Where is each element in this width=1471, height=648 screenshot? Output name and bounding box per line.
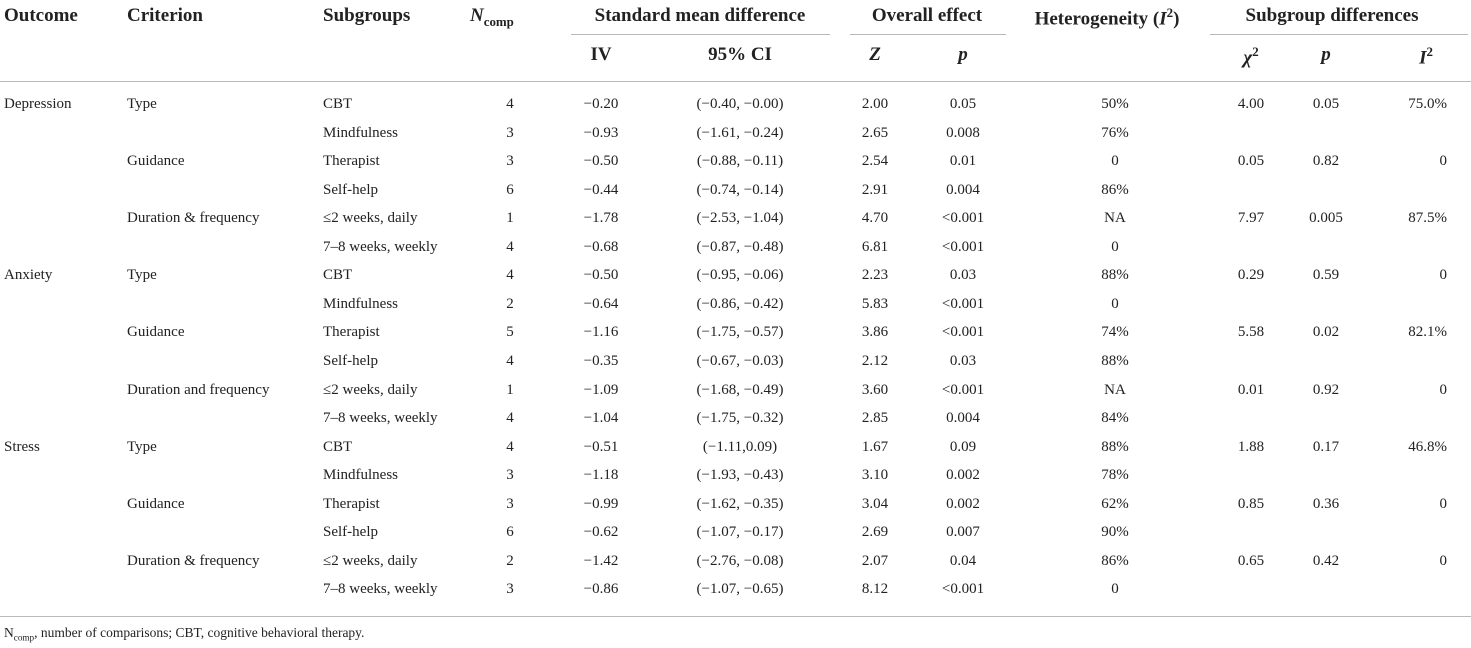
cell-p2: 0.17 (1312, 438, 1340, 455)
cell-subgroup: 7–8 weeks, weekly (323, 238, 438, 255)
cell-ci: (−1.75, −0.57) (696, 324, 784, 341)
cell-ci: (−1.93, −0.43) (696, 467, 784, 484)
cell-z: 8.12 (861, 581, 889, 598)
cell-i2: 0 (1439, 495, 1447, 512)
cell-p: <0.001 (941, 581, 985, 598)
cell-n: 6 (506, 524, 514, 541)
cell-subgroup: Therapist (323, 495, 380, 512)
cell-chi: 5.58 (1237, 324, 1265, 341)
cell-z: 2.12 (861, 352, 889, 369)
cell-ci: (−0.87, −0.48) (696, 238, 784, 255)
cell-z: 2.07 (861, 552, 889, 569)
subheader-i2: $I^2$ (1419, 44, 1433, 69)
cell-ci: (−0.67, −0.03) (696, 352, 784, 369)
cell-criterion: Duration and frequency (127, 381, 270, 398)
cell-p2: 0.05 (1312, 96, 1340, 112)
cell-n: 5 (506, 324, 514, 341)
cell-iv: −0.62 (583, 524, 619, 541)
cell-subgroup: Therapist (323, 324, 380, 341)
cell-criterion: Type (127, 438, 157, 455)
cell-n: 2 (506, 295, 514, 312)
cell-criterion: Guidance (127, 324, 185, 341)
cell-p2: 0.92 (1312, 381, 1340, 398)
cell-subgroup: Self-help (323, 524, 378, 541)
cell-het: 88% (1101, 267, 1129, 284)
cell-iv: −0.51 (583, 438, 619, 455)
cell-het: 0 (1111, 153, 1119, 170)
cell-p: 0.04 (949, 552, 977, 569)
cell-p: <0.001 (941, 295, 985, 312)
cell-n: 4 (506, 410, 514, 427)
cell-n: 3 (506, 467, 514, 484)
cell-iv: −1.04 (583, 410, 619, 427)
cell-het: 50% (1101, 96, 1129, 112)
cell-criterion: Type (127, 267, 157, 284)
cell-p: 0.03 (949, 352, 977, 369)
cell-p: 0.008 (946, 124, 980, 141)
cell-subgroup: 7–8 weeks, weekly (323, 581, 438, 598)
cell-ci: (−1.07, −0.65) (696, 581, 784, 598)
cell-iv: −0.93 (583, 124, 619, 141)
header-ncomp: $N_{comp}$ (470, 5, 514, 29)
cell-z: 2.91 (861, 181, 889, 198)
cell-iv: −1.09 (583, 381, 619, 398)
table-bottom-rule (0, 616, 1471, 617)
cell-z: 3.86 (861, 324, 889, 341)
cell-ci: (−1.07, −0.17) (696, 524, 784, 541)
cell-het: 90% (1101, 524, 1129, 541)
cell-chi: 0.29 (1237, 267, 1265, 284)
header-criterion: Criterion (127, 5, 203, 26)
cell-p: 0.004 (946, 181, 980, 198)
cell-outcome: Stress (4, 438, 40, 455)
cell-het: 86% (1101, 181, 1129, 198)
cell-subgroup: Mindfulness (323, 295, 398, 312)
cell-criterion: Guidance (127, 495, 185, 512)
cell-subgroup: CBT (323, 267, 353, 284)
cell-ci: (−2.53, −1.04) (696, 210, 784, 227)
cell-het: 0 (1111, 581, 1119, 598)
cell-z: 4.70 (861, 210, 889, 227)
cell-subgroup: Mindfulness (323, 124, 398, 141)
cell-het: 86% (1101, 552, 1129, 569)
cell-n: 1 (506, 381, 514, 398)
cell-i2: 82.1% (1408, 324, 1447, 341)
cell-subgroup: CBT (323, 438, 353, 455)
cell-iv: −0.99 (583, 495, 619, 512)
cell-p: <0.001 (941, 381, 985, 398)
cell-p: 0.05 (949, 96, 977, 112)
cell-z: 2.65 (861, 124, 889, 141)
cell-iv: −0.44 (583, 181, 619, 198)
cell-n: 4 (506, 238, 514, 255)
cell-chi: 0.85 (1237, 495, 1265, 512)
cell-het: 76% (1101, 124, 1129, 141)
subheader-ci: 95% CI (708, 44, 772, 65)
cell-z: 2.69 (861, 524, 889, 541)
cell-chi: 1.88 (1237, 438, 1265, 455)
cell-z: 2.23 (861, 267, 889, 284)
cell-het: 62% (1101, 495, 1129, 512)
cell-subgroup: Mindfulness (323, 467, 398, 484)
cell-iv: −0.35 (583, 352, 619, 369)
cell-i2: 0 (1439, 153, 1447, 170)
cell-n: 4 (506, 352, 514, 369)
cell-n: 2 (506, 552, 514, 569)
footnote: $N_{comp}$, number of comparisons; CBT, cognitive behavioral therapy. (4, 625, 365, 643)
cell-ci: (−1.75, −0.32) (696, 410, 784, 427)
cell-het: 78% (1101, 467, 1129, 484)
header-outcome: Outcome (4, 5, 78, 26)
cell-i2: 0 (1439, 381, 1447, 398)
cell-het: 0 (1111, 238, 1119, 255)
cell-subgroup: ≤2 weeks, daily (323, 210, 418, 227)
header-heterogeneity: Heterogeneity $(I^2)$ (1034, 5, 1180, 30)
cell-iv: −1.42 (583, 552, 619, 569)
cell-z: 3.04 (861, 495, 889, 512)
cell-iv: −1.18 (583, 467, 619, 484)
cell-subgroup: 7–8 weeks, weekly (323, 410, 438, 427)
cell-subgroup: ≤2 weeks, daily (323, 381, 418, 398)
cell-p: 0.007 (946, 524, 980, 541)
cell-het: 88% (1101, 438, 1129, 455)
cell-iv: −0.50 (583, 153, 619, 170)
cell-chi: 7.97 (1237, 210, 1265, 227)
subheader-chi2: $\chi^2$ (1243, 44, 1259, 69)
cell-iv: −0.86 (583, 581, 619, 598)
cell-z: 3.60 (861, 381, 889, 398)
cell-n: 4 (506, 438, 514, 455)
header-subgroups: Subgroups (323, 5, 411, 26)
cell-p: <0.001 (941, 324, 985, 341)
cell-p: <0.001 (941, 210, 985, 227)
cell-z: 2.00 (861, 96, 889, 112)
cell-p: 0.09 (949, 438, 977, 455)
cell-n: 3 (506, 153, 514, 170)
cell-criterion: Guidance (127, 153, 185, 170)
cell-chi: 0.01 (1237, 381, 1265, 398)
header-overall-effect: Overall effect (871, 5, 983, 26)
cell-p: 0.01 (949, 153, 977, 170)
cell-i2: 46.8% (1408, 438, 1447, 455)
subheader-z: Z (869, 44, 881, 65)
cell-ci: (−0.40, −0.00) (696, 96, 784, 112)
overall-span-line (850, 34, 1006, 35)
cell-p: 0.004 (946, 410, 980, 427)
cell-ci: (−2.76, −0.08) (696, 552, 784, 569)
cell-p: 0.03 (949, 267, 977, 284)
cell-iv: −1.16 (583, 324, 619, 341)
cell-n: 6 (506, 181, 514, 198)
cell-p: 0.002 (946, 495, 980, 512)
cell-subgroup: Self-help (323, 181, 378, 198)
cell-ci: (−1.68, −0.49) (696, 381, 784, 398)
cell-n: 3 (506, 581, 514, 598)
cell-criterion: Type (127, 96, 157, 112)
cell-p2: 0.02 (1312, 324, 1340, 341)
cell-outcome: Depression (4, 96, 72, 112)
cell-p: 0.002 (946, 467, 980, 484)
cell-het: NA (1104, 210, 1126, 227)
cell-iv: −0.50 (583, 267, 619, 284)
cell-chi: 4.00 (1237, 96, 1265, 112)
header-bottom-rule (0, 81, 1471, 82)
cell-n: 1 (506, 210, 514, 227)
subgroup-span-line (1210, 34, 1468, 35)
cell-iv: −0.68 (583, 238, 619, 255)
cell-criterion: Duration & frequency (127, 552, 260, 569)
cell-z: 2.54 (861, 153, 889, 170)
cell-i2: 0 (1439, 552, 1447, 569)
subheader-iv: IV (590, 44, 612, 65)
cell-het: 88% (1101, 352, 1129, 369)
cell-p2: 0.005 (1309, 210, 1343, 227)
header-subgroup-differences: Subgroup differences (1245, 5, 1419, 26)
cell-p2: 0.59 (1312, 267, 1340, 284)
cell-ci: (−0.86, −0.42) (696, 295, 784, 312)
subheader-p: p (958, 44, 968, 65)
cell-iv: −0.64 (583, 295, 619, 312)
cell-ci: (−1.62, −0.35) (696, 495, 784, 512)
cell-i2: 87.5% (1408, 210, 1447, 227)
cell-i2: 0 (1439, 267, 1447, 284)
cell-ci: (−0.88, −0.11) (696, 153, 784, 170)
cell-outcome: Anxiety (4, 267, 53, 284)
subheader-p2: p (1321, 44, 1331, 65)
cell-ci: (−1.61, −0.24) (696, 124, 784, 141)
cell-chi: 0.65 (1237, 552, 1265, 569)
cell-z: 2.85 (861, 410, 889, 427)
cell-p: <0.001 (941, 238, 985, 255)
smd-span-line (571, 34, 830, 35)
cell-z: 1.67 (861, 438, 889, 455)
cell-z: 6.81 (861, 238, 889, 255)
cell-het: 0 (1111, 295, 1119, 312)
cell-n: 3 (506, 124, 514, 141)
cell-ci: (−0.74, −0.14) (696, 181, 784, 198)
cell-criterion: Duration & frequency (127, 210, 260, 227)
cell-n: 3 (506, 495, 514, 512)
cell-p2: 0.42 (1312, 552, 1340, 569)
cell-subgroup: Therapist (323, 153, 380, 170)
cell-ci: (−1.11,0.09) (702, 438, 778, 455)
cell-subgroup: ≤2 weeks, daily (323, 552, 418, 569)
cell-iv: −0.20 (583, 96, 619, 112)
cell-p2: 0.36 (1312, 495, 1340, 512)
cell-z: 5.83 (861, 295, 889, 312)
cell-z: 3.10 (861, 467, 889, 484)
cell-i2: 75.0% (1408, 96, 1447, 112)
cell-n: 4 (506, 96, 514, 112)
cell-het: 74% (1101, 324, 1129, 341)
cell-het: NA (1104, 381, 1126, 398)
cell-het: 84% (1101, 410, 1129, 427)
cell-iv: −1.78 (583, 210, 619, 227)
header-smd: Standard mean difference (594, 5, 806, 26)
cell-ci: (−0.95, −0.06) (696, 267, 784, 284)
cell-p2: 0.82 (1312, 153, 1340, 170)
cell-subgroup: CBT (323, 96, 353, 112)
cell-subgroup: Self-help (323, 352, 378, 369)
cell-n: 4 (506, 267, 514, 284)
cell-chi: 0.05 (1237, 153, 1265, 170)
